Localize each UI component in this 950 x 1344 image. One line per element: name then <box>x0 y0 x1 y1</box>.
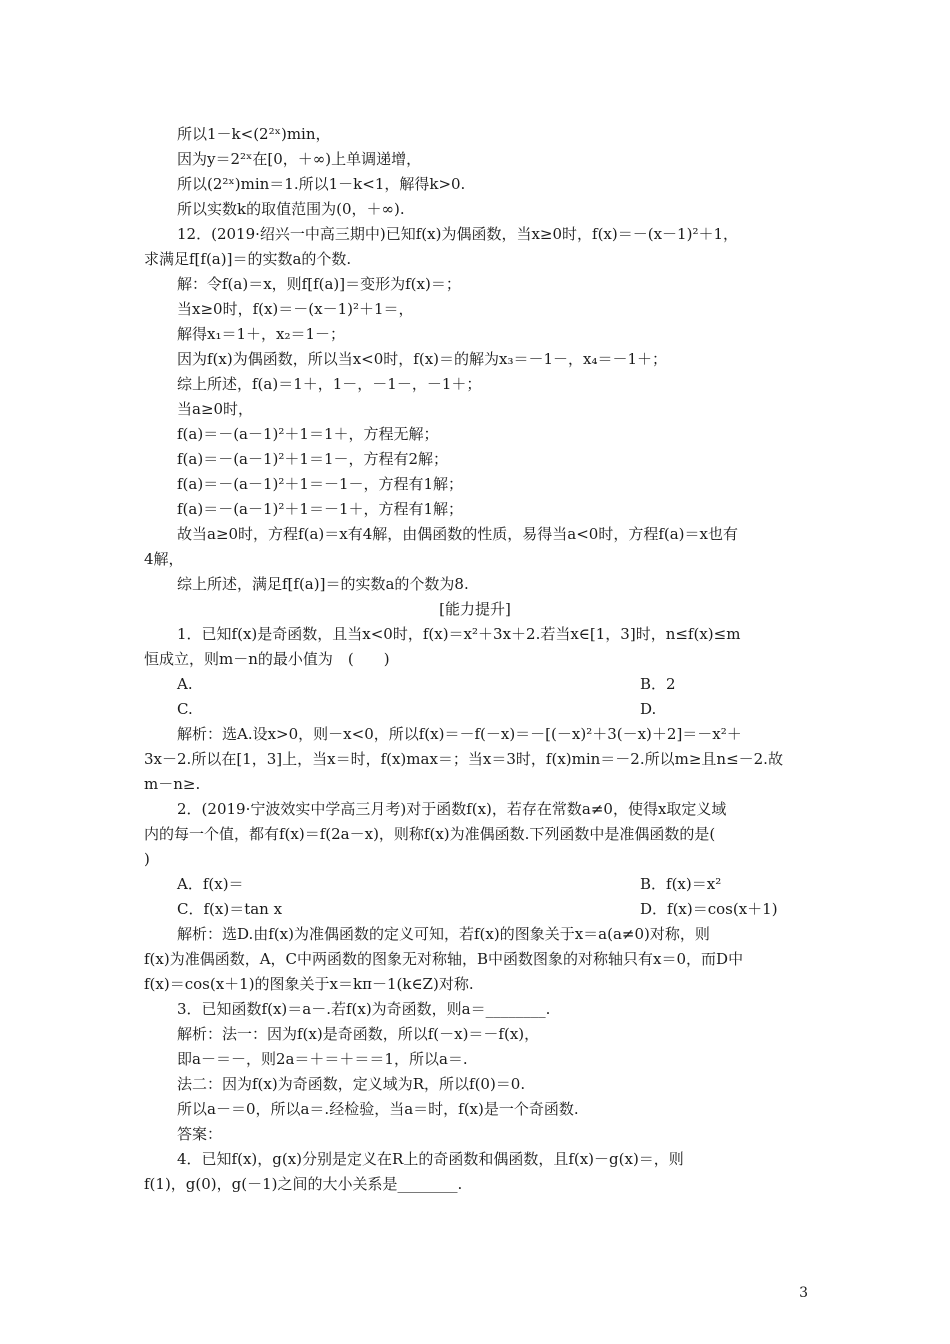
analysis-line: 所以a－＝0，所以a＝.经检验，当a＝时，f(x)是一个奇函数. <box>177 1100 579 1118</box>
solution-line: f(a)＝－(a－1)²＋1＝1＋，方程无解； <box>177 425 439 443</box>
solution-line: 解得x₁＝1＋，x₂＝1－； <box>177 325 346 343</box>
option-a: A．f(x)＝ <box>177 875 244 893</box>
solution-line: f(a)＝－(a－1)²＋1＝－1＋，方程有1解； <box>177 500 464 518</box>
text-line: 所以实数k的取值范围为(0，＋∞). <box>177 200 405 218</box>
text-line: 所以1－k<(2²ˣ)min， <box>177 125 331 143</box>
question-1-line: 1．已知f(x)是奇函数，且当x<0时，f(x)＝x²＋3x＋2.若当x∈[1，3]时，n≤f(x)≤m <box>177 625 741 643</box>
solution-line: f(a)＝－(a－1)²＋1＝－1－，方程有1解； <box>177 475 464 493</box>
question-4-line: f(1)，g(0)，g(－1)之间的大小关系是________. <box>144 1175 463 1193</box>
analysis-line: 3x－2.所以在[1，3]上，当x＝时，f(x)max＝；当x＝3时，f(x)min＝－2.所以m≥且n≤－2.故 <box>144 750 783 768</box>
question-2-line: 内的每一个值，都有f(x)＝f(2a－x)，则称f(x)为准偶函数.下列函数中是准偶函数的是( <box>144 825 716 843</box>
solution-line: f(a)＝－(a－1)²＋1＝1－，方程有2解； <box>177 450 449 468</box>
text-line: 所以(2²ˣ)min＝1.所以1－k<1，解得k>0. <box>177 175 466 193</box>
question-12-line: 12．(2019·绍兴一中高三期中)已知f(x)为偶函数，当x≥0时，f(x)＝－(x－1)²＋1， <box>177 225 739 243</box>
analysis-line: 即a－＝－，则2a＝＋＝＋＝＝1，所以a＝. <box>177 1050 468 1068</box>
text-line: 求满足f[f(a)]＝的实数a的个数. <box>144 250 352 268</box>
analysis-line: 解析：法一：因为f(x)是奇函数，所以f(－x)＝－f(x)， <box>177 1025 540 1043</box>
analysis-line: 解析：选A.设x>0，则－x<0，所以f(x)＝－f(－x)＝－[(－x)²＋3(－x)＋2]＝－x²＋ <box>177 725 742 743</box>
solution-line: 4解， <box>144 550 184 568</box>
page-number: 3 <box>799 1285 808 1301</box>
analysis-line: 解析：选D.由f(x)为准偶函数的定义可知，若f(x)的图象关于x＝a(a≠0)对称，则 <box>177 925 710 943</box>
analysis-line: f(x)＝cos(x＋1)的图象关于x＝kπ－1(k∈Z)对称. <box>144 975 474 993</box>
option-d: D．f(x)＝cos(x＋1) <box>640 900 778 918</box>
option-c: C. <box>177 700 193 718</box>
question-3-line: 3．已知函数f(x)＝a－.若f(x)为奇函数，则a＝________. <box>177 1000 551 1018</box>
analysis-line: 法二：因为f(x)为奇函数，定义域为R，所以f(0)＝0. <box>177 1075 526 1093</box>
solution-line: 故当a≥0时，方程f(a)＝x有4解，由偶函数的性质，易得当a<0时，方程f(a)＝x也有 <box>177 525 738 543</box>
option-b: B．f(x)＝x² <box>640 875 722 893</box>
answer-label: 答案： <box>177 1125 223 1143</box>
question-4-line: 4．已知f(x)，g(x)分别是定义在R上的奇函数和偶函数，且f(x)－g(x)＝，则 <box>177 1150 684 1168</box>
option-a: A. <box>177 675 193 693</box>
question-2-line: 2．(2019·宁波效实中学高三月考)对于函数f(x)，若存在常数a≠0，使得x取定义域 <box>177 800 727 818</box>
solution-line: 解：令f(a)＝x，则f[f(a)]＝变形为f(x)＝； <box>177 275 461 293</box>
solution-line: 因为f(x)为偶函数，所以当x<0时，f(x)＝的解为x₃＝－1－，x₄＝－1＋； <box>177 350 668 368</box>
solution-line: 综上所述，满足f[f(a)]＝的实数a的个数为8. <box>177 575 469 593</box>
text-line: 因为y＝2²ˣ在[0，＋∞)上单调递增， <box>177 150 422 168</box>
option-d: D. <box>640 700 657 718</box>
option-b: B．2 <box>640 675 676 693</box>
analysis-line: m－n≥. <box>144 775 201 793</box>
question-2-line: ) <box>144 850 150 868</box>
question-1-line: 恒成立，则m－n的最小值为 ( ) <box>144 650 390 668</box>
section-heading: [能力提升] <box>439 600 511 618</box>
solution-line: 当a≥0时， <box>177 400 254 418</box>
analysis-line: f(x)为准偶函数，A，C中两函数的图象无对称轴，B中函数图象的对称轴只有x＝0，而D中 <box>144 950 744 968</box>
option-c: C．f(x)＝tan x <box>177 900 283 918</box>
solution-line: 当x≥0时，f(x)＝－(x－1)²＋1＝， <box>177 300 414 318</box>
solution-line: 综上所述，f(a)＝1＋，1－，－1－，－1＋； <box>177 375 482 393</box>
